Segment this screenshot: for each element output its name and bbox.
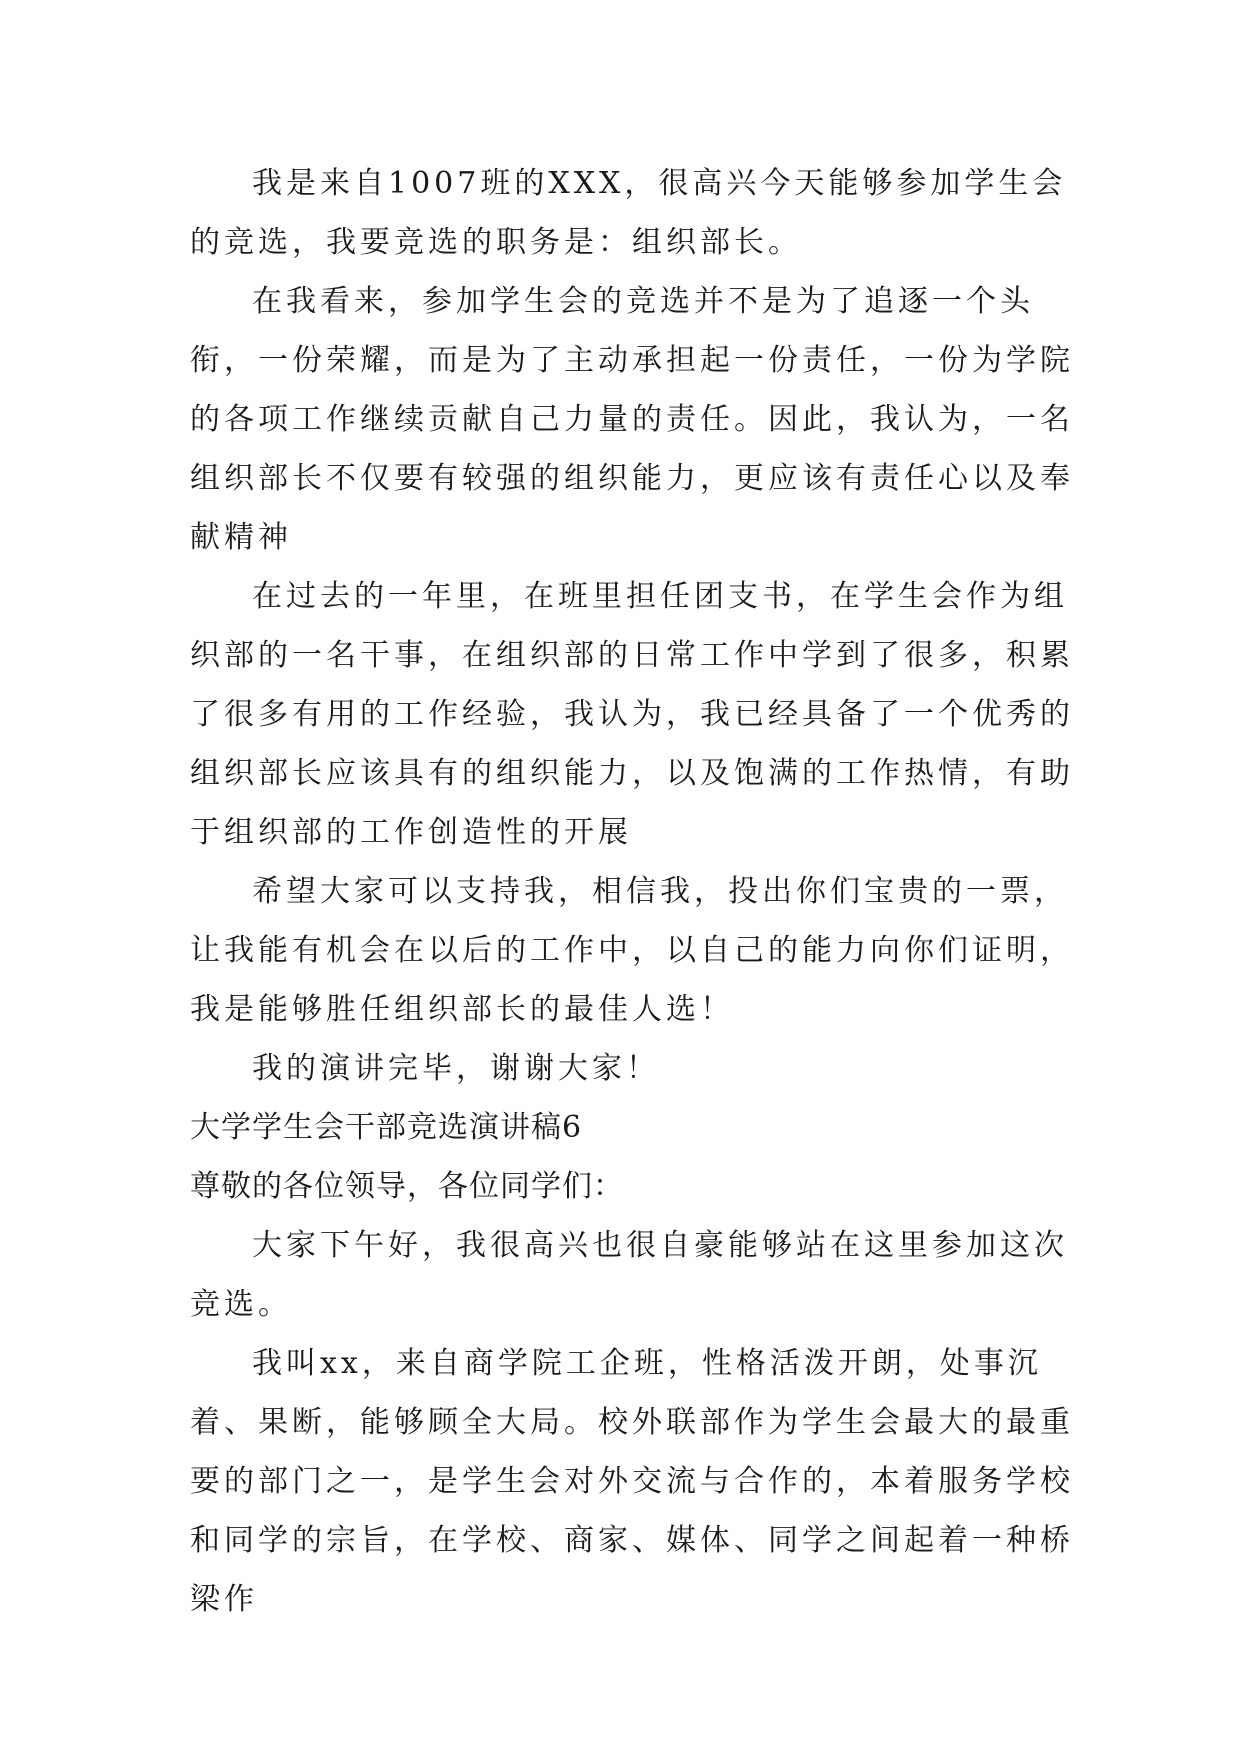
document-body [190,154,1090,1629]
paragraph-self-intro: 我叫xx，来自商学院工企班，性格活泼开朗，处事沉着、果断，能够顾全大局。校外联部作为学生会最大的最重要的部门之一，是学生会对外交流与合作的，本着服务学校和同学的宗旨，在学校、商家、媒体、同学之间起着一种桥梁作 [190,1346,1074,1617]
paragraph-experience: 在过去的一年里，在班里担任团支书，在学生会作为组织部的一名干事，在组织部的日常工作中学到了很多，积累了很多有用的工作经验，我认为，我已经具备了一个优秀的组织部长应该具有的组织能力，以及饱满的工作热情，有助于组织部的工作创造性的开展 [190,579,1074,850]
paragraph-intro: 我是来自1007班的XXX，很高兴今天能够参加学生会的竞选，我要竞选的职务是：组织部长。 [190,166,1067,260]
section-title: 大学学生会干部竞选演讲稿6 [190,1110,583,1145]
paragraph-greeting: 大家下午好，我很高兴也很自豪能够站在这里参加这次竞选。 [190,1228,1068,1322]
paragraph-appeal: 希望大家可以支持我，相信我，投出你们宝贵的一票，让我能有机会在以后的工作中，以自己的能力向你们证明，我是能够胜任组织部长的最佳人选！ [190,874,1074,1027]
salutation: 尊敬的各位领导，各位同学们： [190,1169,624,1204]
paragraph-closing: 我的演讲完毕，谢谢大家！ [252,1051,660,1086]
paragraph-view: 在我看来，参加学生会的竞选并不是为了追逐一个头衔，一份荣耀，而是为了主动承担起一份责任，一份为学院的各项工作继续贡献自己力量的责任。因此，我认为，一名组织部长不仅要有较强的组织能力，更应该有责任心以及奉献精神 [190,284,1074,555]
